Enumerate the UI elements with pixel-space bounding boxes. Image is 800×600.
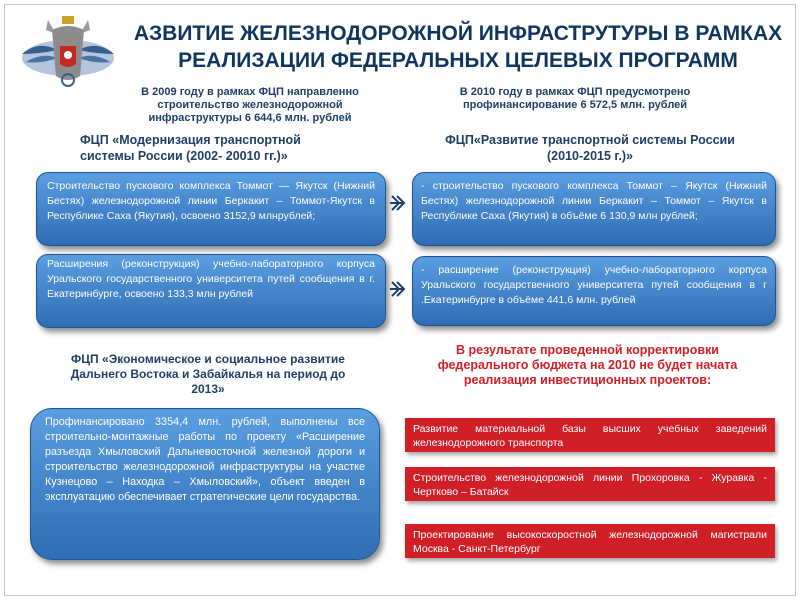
program2-heading-line-2: Дальнего Востока и Забайкалья на период до <box>70 367 346 381</box>
result-heading-line-2: федерального бюджета на 2010 не будет начата <box>437 358 738 372</box>
right-box-construction: - строительство пускового комплекса Томмот – Якутск (Нижний Бестях) железнодорожной линии Беркакит – Томмот – Якутск в Республике Саха (Якутия) в объёме 6 130,9 млн рублей; <box>412 172 776 246</box>
right-intro-line-2: профинансирование 6 572,5 млн. рублей <box>462 99 688 111</box>
program1-heading <box>80 132 370 164</box>
result-heading-line-1: В результате проведенной корректировки <box>456 343 719 357</box>
program-right-heading-line-2: (2010-2015 г.)» <box>547 149 633 163</box>
program-right-heading <box>405 132 775 164</box>
left-box-reconstruction: Расширения (реконструкция) учебно-лабораторного корпуса Уральского государственного университета путей сообщения в г. Екатеринбурге, освоено 133,3 млн рублей <box>36 254 386 328</box>
railway-emblem-logo <box>18 10 118 92</box>
program2-heading-line-1: ФЦП «Экономическое и социальное развитие <box>71 352 345 366</box>
page-title <box>118 20 798 74</box>
program-right-heading-line-1: ФЦП«Развитие транспортной системы России <box>445 133 735 147</box>
left-intro-line-2: строительство железнодорожной <box>157 99 343 111</box>
arrow-right-icon <box>388 192 408 214</box>
left-intro-line-3: инфраструктуры 6 644,6 млн. рублей <box>148 112 352 124</box>
right-intro-line-1: В 2010 году в рамках ФЦП предусмотрено <box>459 86 691 98</box>
right-intro <box>445 86 705 112</box>
program2-heading-line-3: 2013» <box>191 382 225 396</box>
arrow-right-icon <box>388 278 408 300</box>
left-box-construction: Строительство пускового комплекса Томмот — Якутск (Нижний Бестях) железнодорожной линии Беркакит – Томмот-Якутск в Республике Саха (Якутия), освоено 3152,9 млнрублей; <box>36 172 386 246</box>
program1-heading-line-2: системы России (2002- 20010 гг.)» <box>80 149 288 163</box>
red-box-high-speed: Проектирование высокоскоростной железнодорожной магистрали Москва - Санкт-Петербург <box>405 524 775 558</box>
result-heading-line-3: реализация инвестиционных проектов: <box>463 373 712 387</box>
red-box-railway-line: Строительство железнодорожной линии Прохоровка - Журавка - Чертково – Батайск <box>405 467 775 501</box>
left-box-far-east: Профинансировано 3354,4 млн. рублей, выполнены все строительно-монтажные работы по проекту «Расширение разъезда Хмыловский Дальневосточной железной дороги и строительство железнодорожной инфраструктуры на участке Кузнецово – Находка – Хмыловский», объект введен в эксплуатацию обеспечивает стратегические цели государства. <box>30 408 380 560</box>
left-intro-line-1: В 2009 году в рамках ФЦП направленно <box>141 86 359 98</box>
result-heading <box>395 343 780 388</box>
title-line-1: АЗВИТИЕ ЖЕЛЕЗНОДОРОЖНОЙ ИНФРАСТРУТУРЫ В РАМКАХ <box>133 22 783 45</box>
program2-heading <box>28 352 388 397</box>
program1-heading-line-1: ФЦП «Модернизация транспортной <box>80 133 301 147</box>
red-box-education: Развитие материальной базы высших учебных заведений железнодорожного транспорта <box>405 418 775 452</box>
right-box-reconstruction: - расширение (реконструкция) учебно-лабораторного корпуса Уральского государственного университета путей сообщения в г .Екатеринбурге в объёме 441,6 млн. рублей <box>412 256 776 326</box>
title-line-2: РЕАЛИЗАЦИИ ФЕДЕРАЛЬНЫХ ЦЕЛЕВЫХ ПРОГРАММ <box>178 49 738 72</box>
left-intro <box>110 86 390 125</box>
